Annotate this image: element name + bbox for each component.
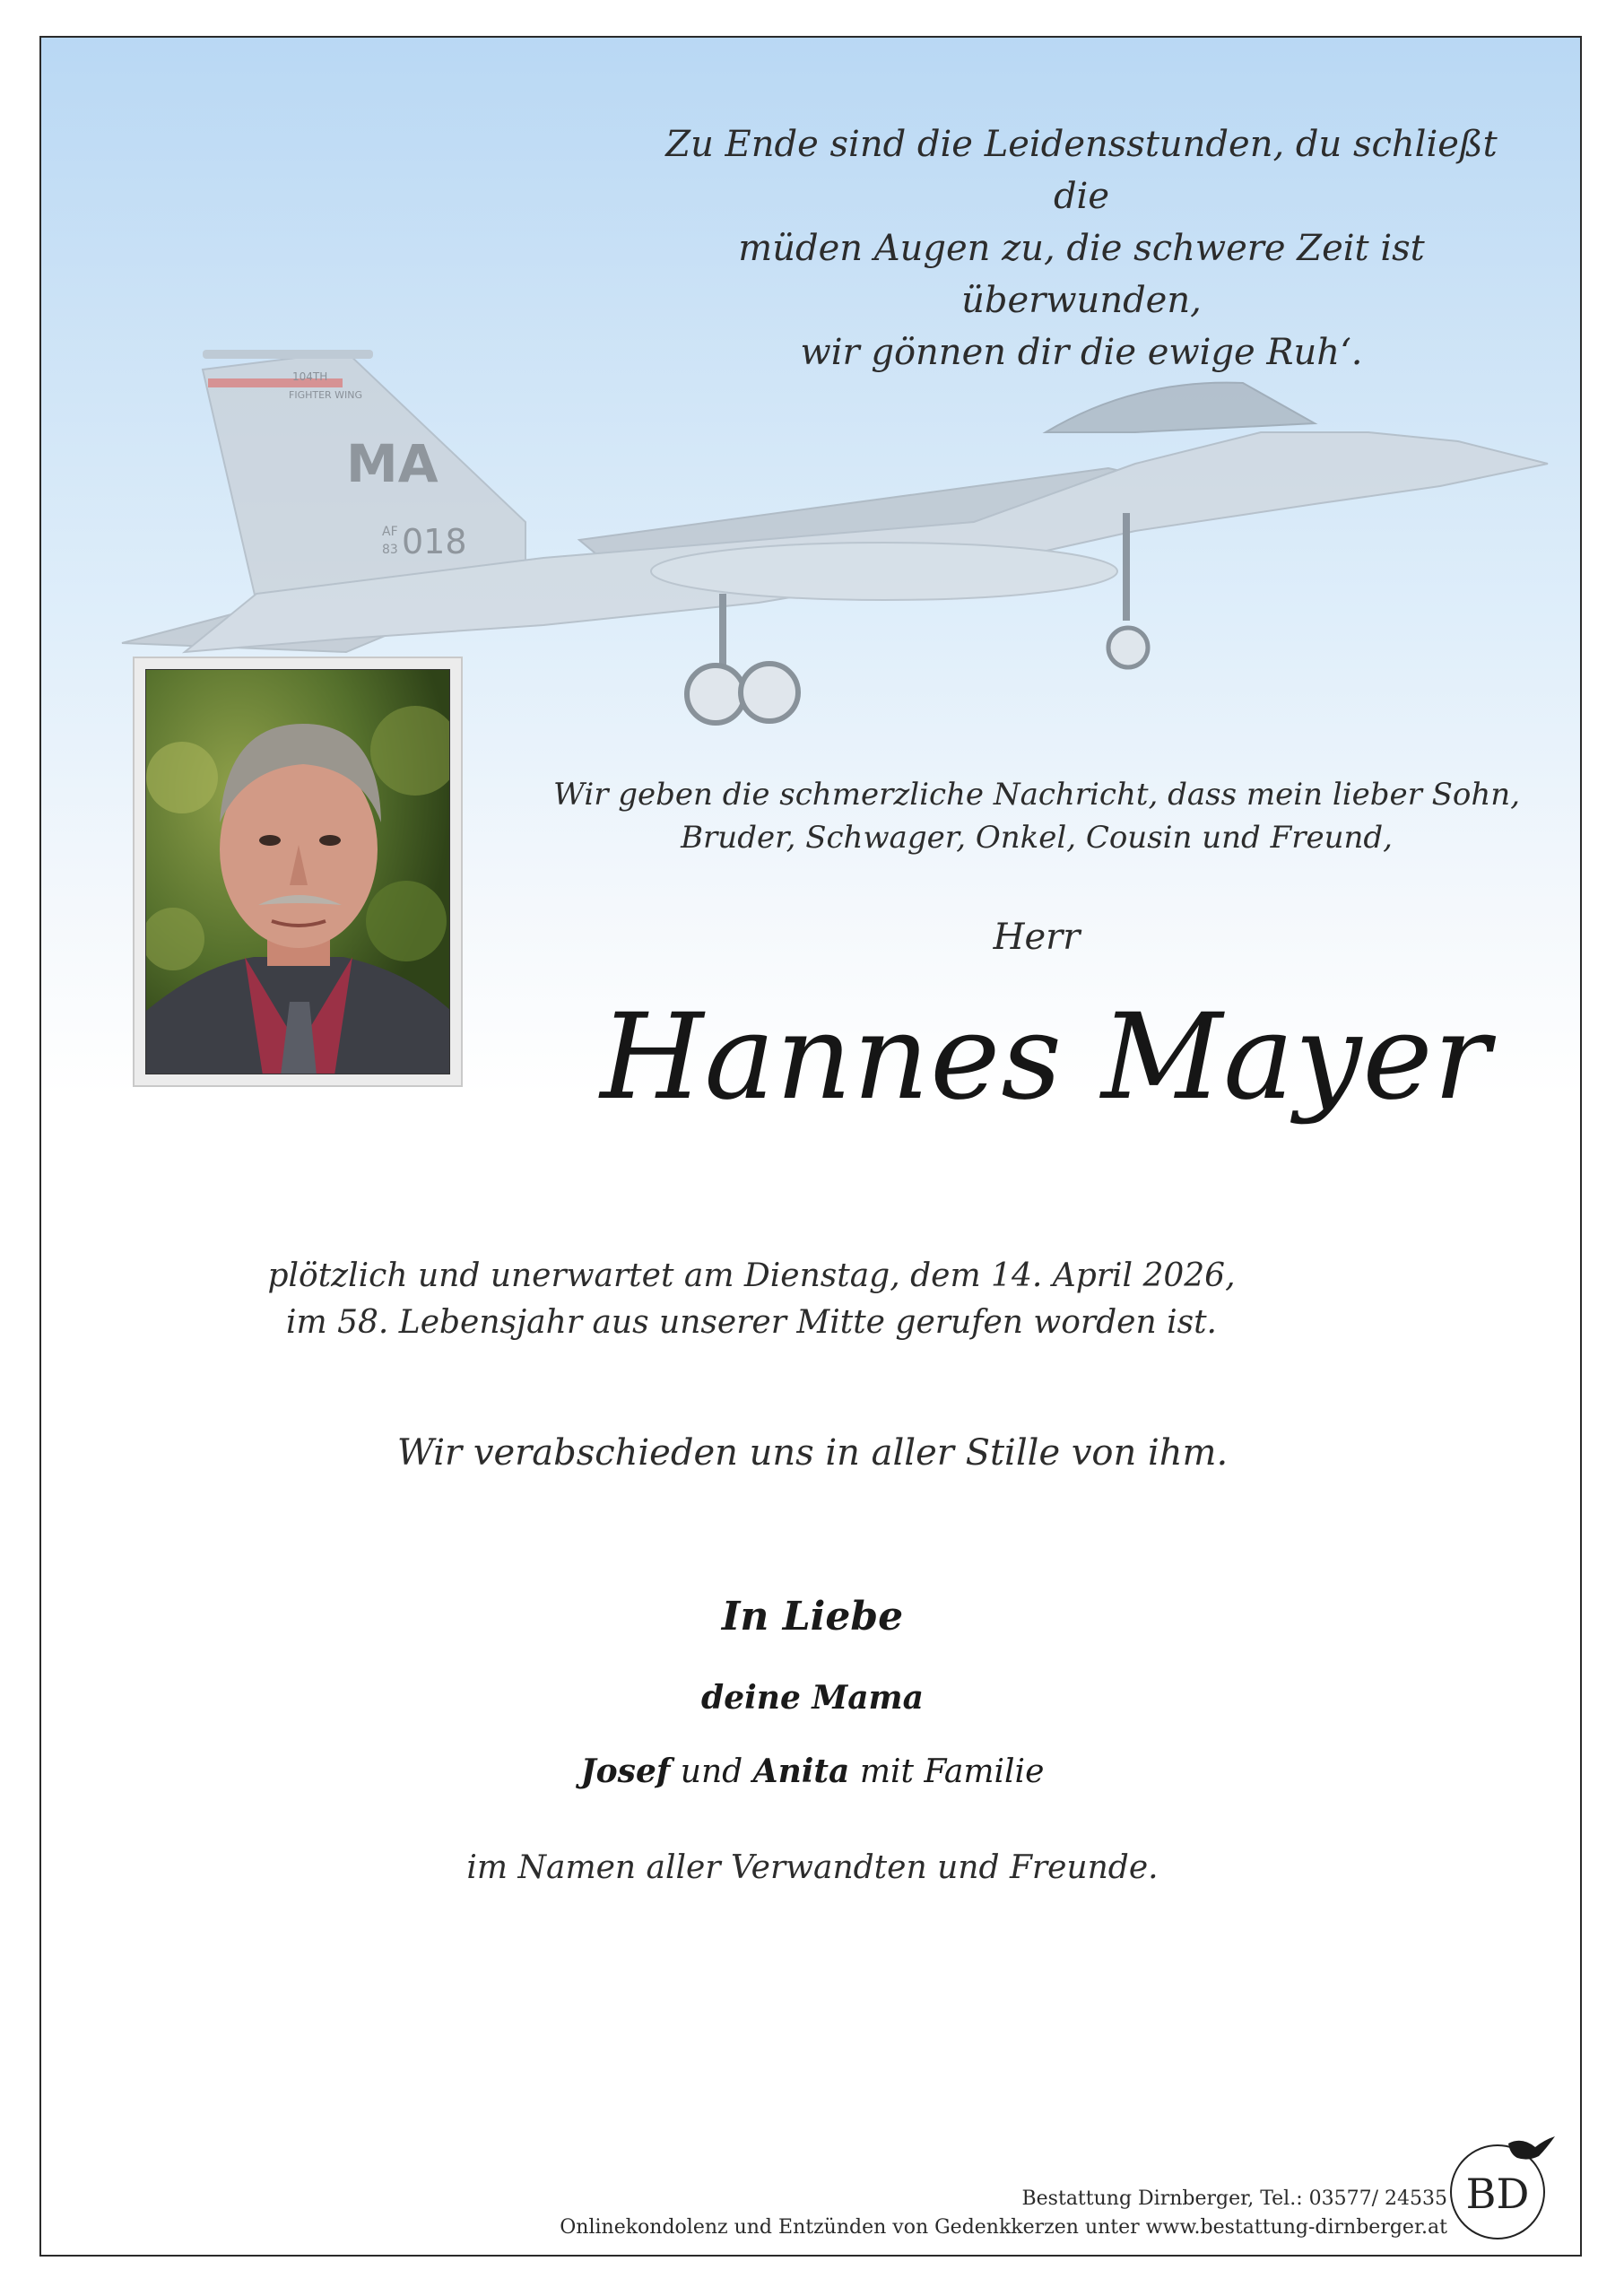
salutation: Herr	[993, 917, 1081, 958]
mourner-name-anita: Anita	[752, 1752, 850, 1790]
funeral-home-footer	[560, 2185, 1447, 2242]
mourner-mama: deine Mama	[701, 1679, 924, 1717]
death-line: plötzlich und unerwartet am Dienstag, dem 14. April 2026,	[267, 1257, 1236, 1294]
jet-code-marking: MA	[346, 433, 439, 494]
dove-icon	[1508, 2136, 1555, 2160]
jet-wing-marking: FIGHTER WING	[289, 389, 363, 401]
announcement-intro	[543, 773, 1530, 859]
poem-line: müden Augen zu, die schwere Zeit ist überwunden,	[738, 228, 1425, 321]
portrait-frame	[133, 657, 463, 1087]
mourner-name-josef: Josef	[580, 1752, 671, 1790]
portrait-photo	[145, 669, 450, 1074]
death-notice	[39, 1253, 1541, 1346]
death-line: im 58. Lebensjahr aus unserer Mitte gerufen worden ist.	[286, 1304, 1217, 1341]
footer-contact: Bestattung Dirnberger, Tel.: 03577/ 24535	[1021, 2187, 1447, 2210]
farewell-line: Wir verabschieden uns in aller Stille von ihm.	[396, 1432, 1229, 1474]
intro-line: Bruder, Schwager, Onkel, Cousin und Freund,	[681, 820, 1393, 856]
poem-line: wir gönnen dir die ewige Ruh‘.	[800, 332, 1363, 373]
jet-year-marking: 83	[382, 543, 398, 557]
jet-serial-marking: 018	[402, 522, 467, 561]
relatives-line: im Namen aller Verwandten und Freunde.	[466, 1849, 1159, 1886]
mourner-with-family: mit Familie	[849, 1753, 1045, 1790]
footer-online-condolence: Onlinekondolenz und Entzünden von Gedenkkerzen unter www.bestattung-dirnberger.at	[560, 2216, 1447, 2239]
mourner-and: und	[670, 1753, 753, 1790]
poem-verse	[660, 118, 1503, 378]
logo-letters: BD	[1465, 2170, 1530, 2218]
obituary-card	[39, 36, 1582, 2257]
jet-af-marking: AF	[382, 525, 398, 539]
in-love-heading: In Liebe	[721, 1594, 904, 1639]
jet-unit-marking: 104TH	[292, 370, 328, 383]
intro-line: Wir geben die schmerzliche Nachricht, dass mein lieber Sohn,	[552, 777, 1521, 813]
mourner-family	[104, 1752, 1521, 1790]
poem-line: Zu Ende sind die Leidensstunden, du schließt die	[665, 124, 1498, 217]
funeral-home-logo-icon	[1446, 2127, 1562, 2244]
deceased-name: Hannes Mayer	[600, 988, 1491, 1126]
